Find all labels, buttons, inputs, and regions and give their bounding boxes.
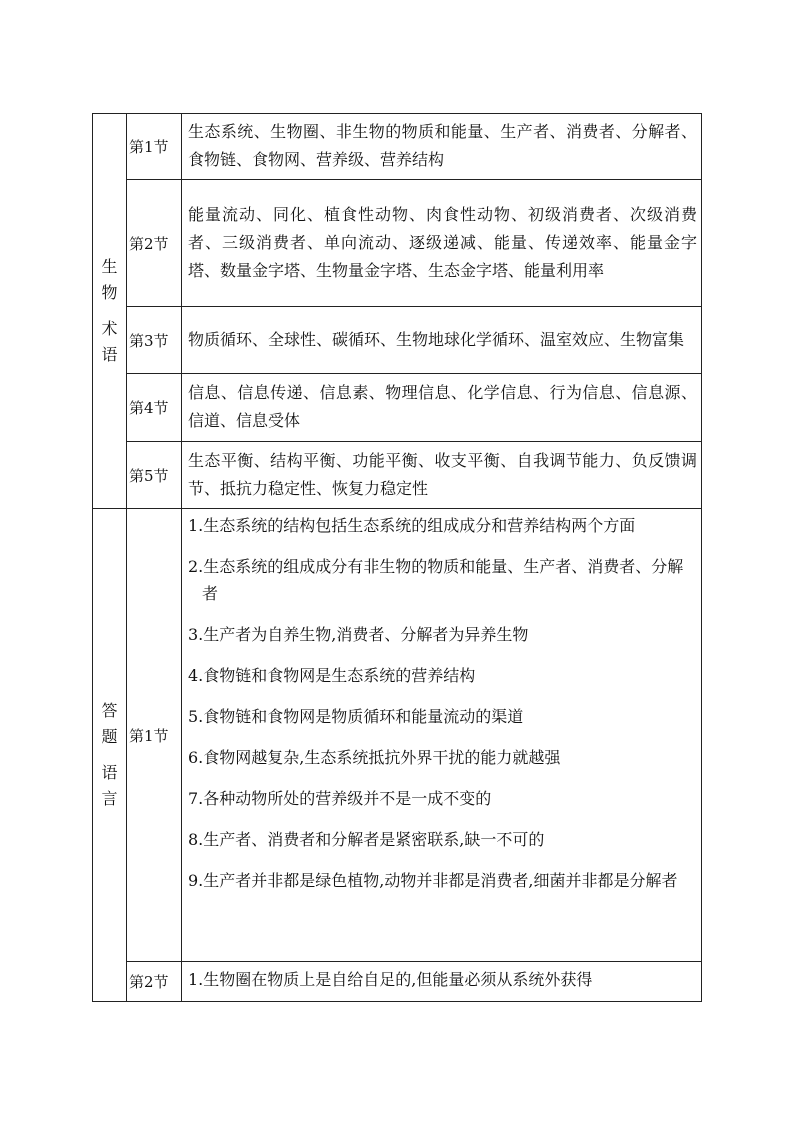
table-row [93,962,702,1002]
table-row [93,374,702,442]
section-label: 第1节 [127,114,182,180]
category-cell-answer-language [93,509,127,1002]
list-item: 7.各种动物所处的营养级并不是一成不变的 [188,789,492,808]
category-cell-biology-terms [93,114,127,509]
answer-sentences [182,509,702,962]
list-item: 1.生物圈在物质上是自给自足的,但能量必须从系统外获得 [188,970,593,989]
list-item: 4.食物链和食物网是生态系统的营养结构 [188,666,476,685]
category-char: 语 [101,345,118,364]
section-label: 第3节 [127,307,182,374]
table-row [93,114,702,180]
list-item: 2.生态系统的组成成分有非生物的物质和能量、生产者、消费者、分解者 [188,557,684,603]
terms-content: 物质循环、全球性、碳循环、生物地球化学循环、温室效应、生物富集 [182,307,702,374]
list-item: 8.生产者、消费者和分解者是紧密联系,缺一不可的 [188,830,545,849]
section-label: 第2节 [127,962,182,1002]
terms-content: 能量流动、同化、植食性动物、肉食性动物、初级消费者、次级消费者、三级消费者、单向流动、逐级递减、能量、传递效率、能量金字塔、数量金字塔、生物量金字塔、生态金字塔、能量利用率 [182,180,702,307]
section-label: 第5节 [127,442,182,509]
answer-sentences [182,962,702,1002]
section-label: 第2节 [127,180,182,307]
list-item: 3.生产者为自养生物,消费者、分解者为异养生物 [188,625,529,644]
terms-content: 信息、信息传递、信息素、物理信息、化学信息、行为信息、信息源、信道、信息受体 [182,374,702,442]
terms-table [92,113,702,1002]
table-row [93,442,702,509]
terms-content: 生态系统、生物圈、非生物的物质和能量、生产者、消费者、分解者、食物链、食物网、营养级、营养结构 [182,114,702,180]
list-item: 6.食物网越复杂,生态系统抵抗外界干扰的能力就越强 [188,748,561,767]
list-item: 1.生态系统的结构包括生态系统的组成成分和营养结构两个方面 [188,516,636,535]
table-row [93,180,702,307]
section-label: 第1节 [127,509,182,962]
category-char: 言 [101,789,118,808]
category-char: 题 [101,727,118,746]
section-label: 第4节 [127,374,182,442]
category-char: 生 [101,257,118,276]
terms-content: 生态平衡、结构平衡、功能平衡、收支平衡、自我调节能力、负反馈调节、抵抗力稳定性、恢复力稳定性 [182,442,702,509]
category-char: 语 [101,763,118,782]
category-char: 答 [101,701,118,720]
list-item: 5.食物链和食物网是物质循环和能量流动的渠道 [188,707,524,726]
table-row [93,307,702,374]
category-char: 术 [101,319,118,338]
list-item: 9.生产者并非都是绿色植物,动物并非都是消费者,细菌并非都是分解者 [188,871,678,890]
category-char: 物 [101,283,118,302]
table-row [93,509,702,962]
